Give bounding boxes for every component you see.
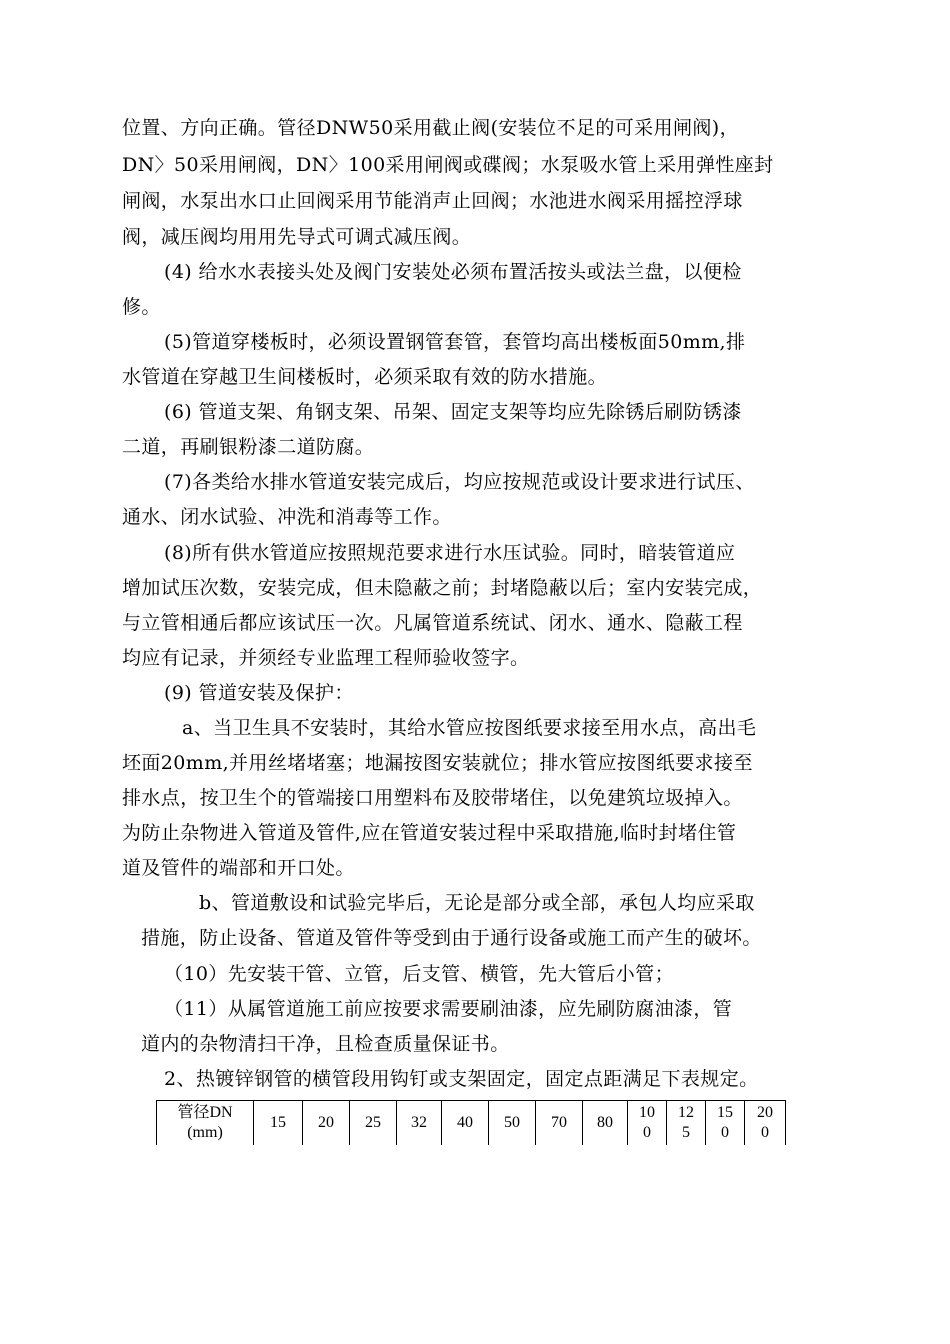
header-unit: (mm) [187,1124,223,1141]
table-cell-value: 100 [639,1104,655,1141]
paragraph-line: a、当卫生具不安装时，其给水管应按图纸要求接至用水点，高出毛 [182,717,757,739]
paragraph-line: 二道，再刷银粉漆二道防腐。 [122,436,375,458]
paragraph-line: 排水点，按卫生个的管端接口用塑料布及胶带堵住，以免建筑垃圾掉入。 [122,787,743,809]
table-cell: 50 [489,1101,536,1146]
table-header-cell [157,1101,254,1146]
table-cell [628,1101,667,1146]
paragraph-line: 通水、闭水试验、冲洗和消毒等工作。 [122,506,452,528]
paragraph-line: b、管道敷设和试验完毕后，无论是部分或全部，承包人均应采取 [199,892,755,914]
table-cell-value: 150 [717,1104,733,1141]
table-cell-value: 200 [757,1104,773,1141]
paragraph-line: (6) 管道支架、角钢支架、吊架、固定支架等均应先除锈后刷防锈漆 [164,401,742,423]
paragraph-line: 措施，防止设备、管道及管件等受到由于通行设备或施工而产生的破坏。 [141,927,762,949]
paragraph-line: 道内的杂物清扫干净，且检查质量保证书。 [141,1033,510,1055]
paragraph-line: 为防止杂物进入管道及管件,应在管道安装过程中采取措施,临时封堵住管 [122,822,737,844]
paragraph-line: 闸阀，水泵出水口止回阀采用节能消声止回阀；水池进水阀采用摇控浮球 [122,190,743,212]
table-cell-value: 125 [678,1104,694,1141]
header-line: 管径DN [177,1104,233,1121]
paragraph-line: 增加试压次数，安装完成，但未隐蔽之前；封堵隐蔽以后；室内安装完成， [122,577,763,599]
table-row [157,1101,786,1146]
paragraph-line: (5)管道穿楼板时，必须设置钢管套管，套管均高出楼板面50mm,排 [164,331,746,353]
table-cell: 32 [397,1101,442,1146]
table-cell [706,1101,745,1146]
paragraph-line: 修。 [122,296,161,318]
pipe-spacing-table [156,1100,786,1145]
table-cell [745,1101,786,1146]
paragraph-line: 水管道在穿越卫生间楼板时，必须采取有效的防水措施。 [122,366,608,388]
paragraph-line: （10）先安装干管、立管，后支管、横管，先大管后小管； [164,963,674,985]
table-cell [667,1101,706,1146]
paragraph-line: (7)各类给水排水管道安装完成后，均应按规范或设计要求进行试压、 [164,471,755,493]
paragraph-line: (8)所有供水管道应按照规范要求进行水压试验。同时，暗装管道应 [164,542,736,564]
table-cell: 20 [303,1101,350,1146]
paragraph-line: (9) 管道安装及保护： [164,682,354,704]
table-cell: 70 [536,1101,583,1146]
table-cell: 15 [254,1101,303,1146]
paragraph-line: 2、热镀锌钢管的横管段用钩钉或支架固定，固定点距满足下表规定。 [164,1068,759,1090]
table-cell: 40 [442,1101,489,1146]
paragraph-line: 与立管相通后都应该试压一次。凡属管道系统试、闭水、通水、隐蔽工程 [122,612,743,634]
paragraph-line: 阀，减压阀均用用先导式可调式减压阀。 [122,226,472,248]
paragraph-line: (4) 给水水表接头处及阀门安装处必须布置活按头或法兰盘，以便检 [164,261,742,283]
table-cell: 25 [350,1101,397,1146]
paragraph-line: 均应有记录，并须经专业监理工程师验收签字。 [122,647,530,669]
paragraph-line: DN〉50采用闸阀，DN〉100采用闸阀或碟阀；水泵吸水管上采用弹性座封 [122,154,774,176]
paragraph-line: 坯面20mm,并用丝堵堵塞；地漏按图安装就位；排水管应按图纸要求接至 [122,752,753,774]
table-cell: 80 [583,1101,628,1146]
paragraph-line: 位置、方向正确。管径DNW50采用截止阀(安装位不足的可采用闸阀)， [122,117,739,139]
paragraph-line: （11）从属管道施工前应按要求需要刷油漆，应先刷防腐油漆，管 [164,998,733,1020]
paragraph-line: 道及管件的端部和开口处。 [122,857,355,879]
